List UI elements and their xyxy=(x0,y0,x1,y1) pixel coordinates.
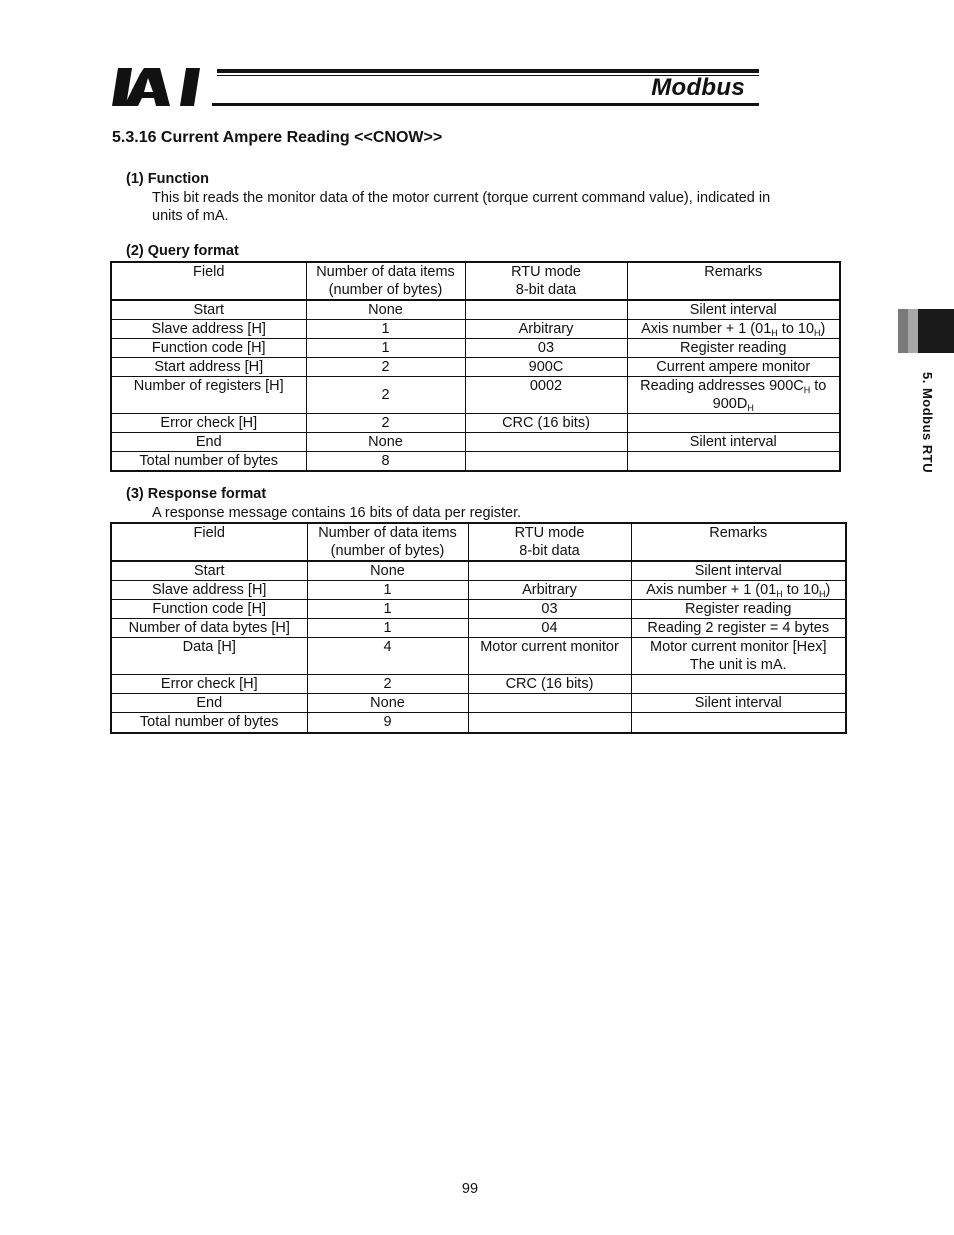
cell-remarks xyxy=(627,320,840,339)
cell-rtu xyxy=(465,300,627,320)
table-row xyxy=(111,694,846,713)
header-remarks: Remarks xyxy=(627,262,840,300)
cell-field: Total number of bytes xyxy=(111,713,307,733)
header-rule-top xyxy=(217,69,759,73)
cell-rtu: 0002 xyxy=(465,377,627,414)
cell-field: Error check [H] xyxy=(111,414,306,433)
header-title: Modbus xyxy=(651,74,745,101)
remark-text: to xyxy=(810,378,827,394)
cell-field: Start address [H] xyxy=(111,358,306,377)
cell-items: None xyxy=(306,300,465,320)
cell-field: End xyxy=(111,433,306,452)
cell-field: Slave address [H] xyxy=(111,320,306,339)
cell-remarks xyxy=(631,713,846,733)
table-row xyxy=(111,452,840,472)
remark-text: ) xyxy=(825,582,831,598)
remark-text: The unit is mA. xyxy=(689,657,787,673)
header-items xyxy=(307,523,468,561)
table-row xyxy=(111,358,840,377)
cell-field: Number of registers [H] xyxy=(111,377,306,414)
query-format-table xyxy=(110,261,841,472)
cell-rtu: CRC (16 bits) xyxy=(468,675,631,694)
header-items-line1: Number of data items xyxy=(318,525,457,541)
cell-rtu: CRC (16 bits) xyxy=(465,414,627,433)
cell-remarks: Silent interval xyxy=(631,561,846,581)
header-remarks: Remarks xyxy=(631,523,846,561)
remark-text: to 10 xyxy=(777,321,815,337)
table-row xyxy=(111,414,840,433)
table-row xyxy=(111,675,846,694)
header-rtu xyxy=(468,523,631,561)
cell-field: Start xyxy=(111,300,306,320)
cell-rtu: Arbitrary xyxy=(465,320,627,339)
chapter-tab xyxy=(918,309,954,353)
cell-remarks xyxy=(631,638,846,675)
table-row xyxy=(111,300,840,320)
function-text-line2: units of mA. xyxy=(152,208,229,224)
cell-items: 2 xyxy=(306,414,465,433)
table-row xyxy=(111,600,846,619)
table-header-row xyxy=(111,262,840,300)
remark-sub: H xyxy=(776,589,783,599)
cell-rtu xyxy=(468,694,631,713)
cell-rtu xyxy=(465,433,627,452)
cell-remarks xyxy=(627,414,840,433)
cell-remarks: Reading 2 register = 4 bytes xyxy=(631,619,846,638)
table-row xyxy=(111,320,840,339)
cell-rtu xyxy=(465,452,627,472)
table-row xyxy=(111,339,840,358)
remark-text: ) xyxy=(820,321,826,337)
header-field: Field xyxy=(111,523,307,561)
remark-text: Motor current monitor [Hex] xyxy=(650,639,827,655)
table-row xyxy=(111,619,846,638)
remark-sub: H xyxy=(747,403,754,413)
page-number: 99 xyxy=(461,1181,479,1197)
cell-field: Function code [H] xyxy=(111,339,306,358)
cell-rtu: 900C xyxy=(465,358,627,377)
table-row xyxy=(111,433,840,452)
cell-field: Slave address [H] xyxy=(111,581,307,600)
cell-remarks: Register reading xyxy=(631,600,846,619)
cell-remarks: Current ampere monitor xyxy=(627,358,840,377)
table-row xyxy=(111,638,846,675)
table-row xyxy=(111,377,840,414)
remark-sub: H xyxy=(771,328,778,338)
cell-items: 4 xyxy=(307,638,468,675)
remark-sub: H xyxy=(814,328,821,338)
cell-remarks: Register reading xyxy=(627,339,840,358)
cell-items: 1 xyxy=(306,320,465,339)
function-heading: (1) Function xyxy=(126,171,209,187)
header-rtu-line1: RTU mode xyxy=(514,525,585,541)
remark-text: Axis number + 1 (01 xyxy=(646,582,777,598)
cell-items: 1 xyxy=(307,581,468,600)
header-rule-bottom xyxy=(212,103,759,106)
table-row xyxy=(111,581,846,600)
response-format-table xyxy=(110,522,847,734)
cell-items: 9 xyxy=(307,713,468,733)
cell-remarks xyxy=(631,581,846,600)
header-items xyxy=(306,262,465,300)
cell-field: Number of data bytes [H] xyxy=(111,619,307,638)
cell-rtu: Arbitrary xyxy=(468,581,631,600)
remark-text: to 10 xyxy=(782,582,820,598)
cell-remarks xyxy=(627,377,840,414)
cell-field: Total number of bytes xyxy=(111,452,306,472)
cell-field: Error check [H] xyxy=(111,675,307,694)
cell-rtu: Motor current monitor xyxy=(468,638,631,675)
chapter-tab-shade-2 xyxy=(908,309,918,353)
cell-items: 2 xyxy=(306,377,465,414)
cell-rtu: 04 xyxy=(468,619,631,638)
cell-items: 2 xyxy=(306,358,465,377)
header-items-line2: (number of bytes) xyxy=(330,543,445,559)
remark-text: Axis number + 1 (01 xyxy=(641,321,772,337)
header-field: Field xyxy=(111,262,306,300)
response-heading: (3) Response format xyxy=(126,486,267,502)
remark-text: 900D xyxy=(712,396,748,412)
cell-items: None xyxy=(307,561,468,581)
cell-items: None xyxy=(307,694,468,713)
cell-items: 8 xyxy=(306,452,465,472)
cell-items: 2 xyxy=(307,675,468,694)
remark-sub: H xyxy=(803,385,811,395)
header-rtu-line1: RTU mode xyxy=(511,264,581,280)
cell-field: End xyxy=(111,694,307,713)
cell-rtu xyxy=(468,713,631,733)
header-rtu-line2: 8-bit data xyxy=(515,282,577,298)
cell-items: 1 xyxy=(306,339,465,358)
cell-remarks xyxy=(631,675,846,694)
cell-items: 1 xyxy=(307,619,468,638)
header-items-line2: (number of bytes) xyxy=(328,282,443,298)
remark-sub: H xyxy=(819,589,826,599)
chapter-label: 5. Modbus RTU xyxy=(920,372,935,474)
cell-remarks: Silent interval xyxy=(631,694,846,713)
cell-rtu: 03 xyxy=(468,600,631,619)
table-row xyxy=(111,713,846,733)
cell-remarks xyxy=(627,452,840,472)
table-row xyxy=(111,561,846,581)
response-note: A response message contains 16 bits of data per register. xyxy=(152,505,522,521)
header-rtu xyxy=(465,262,627,300)
cell-items: None xyxy=(306,433,465,452)
cell-rtu: 03 xyxy=(465,339,627,358)
cell-field: Function code [H] xyxy=(111,600,307,619)
chapter-tab-shade-1 xyxy=(898,309,908,353)
table-header-row xyxy=(111,523,846,561)
header-items-line1: Number of data items xyxy=(316,264,455,280)
cell-remarks: Silent interval xyxy=(627,300,840,320)
cell-rtu xyxy=(468,561,631,581)
iai-logo xyxy=(112,68,212,106)
cell-items: 1 xyxy=(307,600,468,619)
remark-text: Reading addresses 900C xyxy=(640,378,804,394)
cell-remarks: Silent interval xyxy=(627,433,840,452)
section-title: 5.3.16 Current Ampere Reading <<CNOW>> xyxy=(112,129,443,146)
query-heading: (2) Query format xyxy=(126,243,239,259)
cell-field: Start xyxy=(111,561,307,581)
header-rtu-line2: 8-bit data xyxy=(519,543,580,559)
cell-field: Data [H] xyxy=(111,638,307,675)
function-text-line1: This bit reads the monitor data of the motor current (torque current command value), indicated in xyxy=(152,190,771,206)
